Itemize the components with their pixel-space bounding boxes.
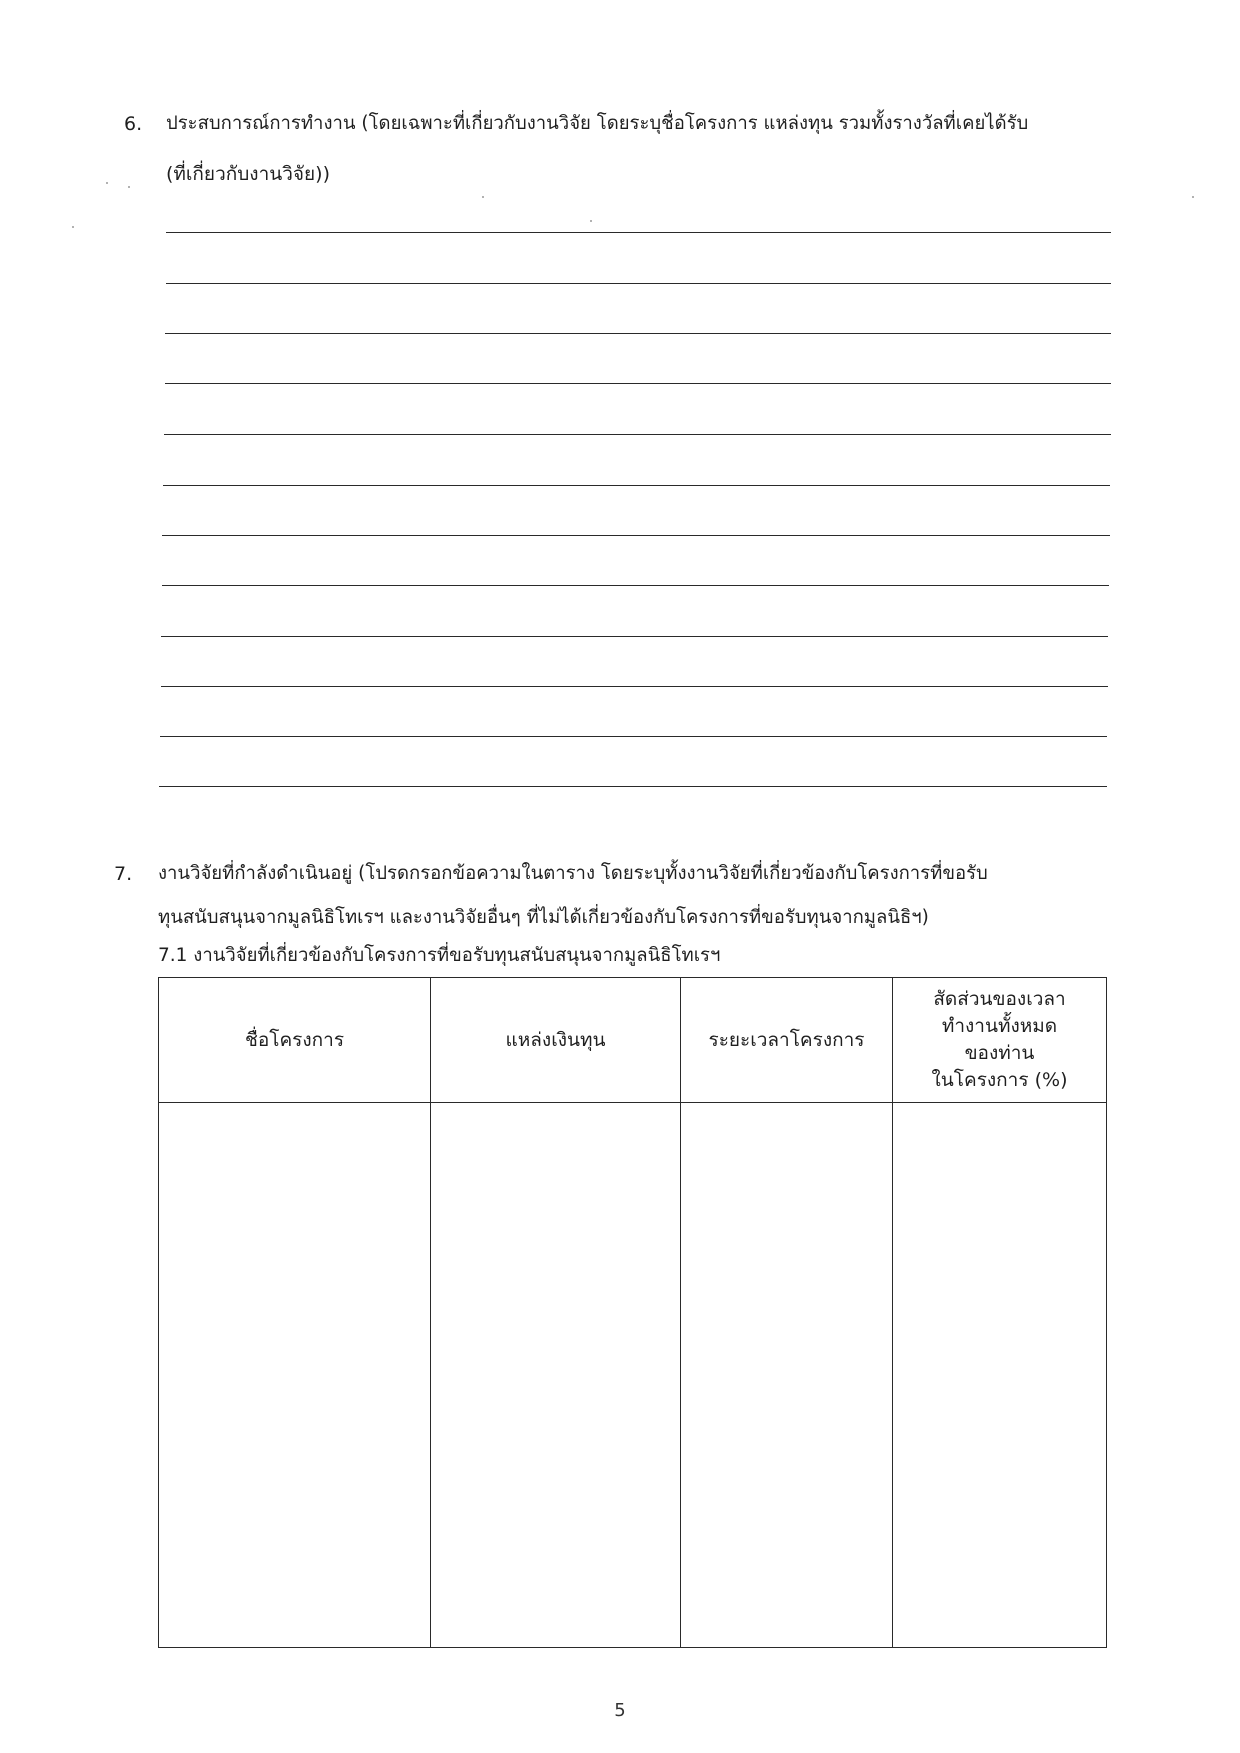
- writing-line[interactable]: [165, 383, 1111, 384]
- writing-line[interactable]: [161, 686, 1108, 687]
- funding-source-cell[interactable]: [431, 1103, 681, 1648]
- table-header-row: [159, 978, 1107, 1103]
- section-7-heading-line-2: ทุนสนับสนุนจากมูลนิธิโทเรฯ และงานวิจัยอื่นๆ ที่ไม่ได้เกี่ยวข้องกับโครงการที่ขอรับทุนจากมูลนิธิฯ): [158, 907, 929, 928]
- writing-line[interactable]: [165, 333, 1111, 334]
- column-header-funding-source: แหล่งเงินทุน: [431, 978, 681, 1103]
- column-header-time-share-line-3: ของท่าน: [964, 1042, 1035, 1064]
- column-header-time-share-line-4: ในโครงการ (%): [931, 1069, 1068, 1091]
- column-header-time-share-line-2: ทำงานทั้งหมด: [941, 1015, 1058, 1037]
- scan-speck: [482, 196, 484, 198]
- section-6-heading-line-2: (ที่เกี่ยวกับงานวิจัย)): [166, 163, 330, 185]
- scan-speck: [72, 226, 74, 228]
- writing-line[interactable]: [159, 786, 1107, 787]
- time-share-cell[interactable]: [893, 1103, 1107, 1648]
- column-header-time-share: [893, 978, 1107, 1103]
- writing-line[interactable]: [162, 535, 1110, 536]
- writing-line[interactable]: [166, 232, 1111, 233]
- section-6-number: 6.: [124, 113, 143, 135]
- project-name-cell[interactable]: [159, 1103, 431, 1648]
- scan-speck: [1192, 196, 1194, 198]
- writing-line[interactable]: [163, 485, 1110, 486]
- table-row: [159, 1103, 1107, 1648]
- column-header-project-duration: ระยะเวลาโครงการ: [681, 978, 893, 1103]
- column-header-time-share-line-1: สัดส่วนของเวลา: [933, 988, 1066, 1010]
- page-number: 5: [614, 1700, 626, 1721]
- section-7-1-subheading: 7.1 งานวิจัยที่เกี่ยวข้องกับโครงการที่ขอรับทุนสนับสนุนจากมูลนิธิโทเรฯ: [158, 945, 721, 966]
- writing-line[interactable]: [164, 434, 1111, 435]
- writing-line[interactable]: [162, 585, 1109, 586]
- section-7-heading-line-1: งานวิจัยที่กำลังดำเนินอยู่ (โปรดกรอกข้อความในตาราง โดยระบุทั้งงานวิจัยที่เกี่ยวข้องกับโครงการที่ขอรับ: [158, 863, 988, 884]
- writing-line[interactable]: [160, 736, 1107, 737]
- section-6-heading-line-1: ประสบการณ์การทำงาน (โดยเฉพาะที่เกี่ยวกับงานวิจัย โดยระบุชื่อโครงการ แหล่งทุน รวมทั้งรางวัลที่เคยได้รับ: [166, 113, 1029, 134]
- section-7-number: 7.: [114, 863, 133, 885]
- scan-speck: [106, 182, 108, 184]
- project-duration-cell[interactable]: [681, 1103, 893, 1648]
- writing-line[interactable]: [161, 636, 1108, 637]
- research-projects-table: [158, 977, 1107, 1648]
- scan-speck: [590, 220, 592, 222]
- scan-speck: [128, 186, 130, 188]
- writing-line[interactable]: [166, 283, 1111, 284]
- column-header-project-name: ชื่อโครงการ: [159, 978, 431, 1103]
